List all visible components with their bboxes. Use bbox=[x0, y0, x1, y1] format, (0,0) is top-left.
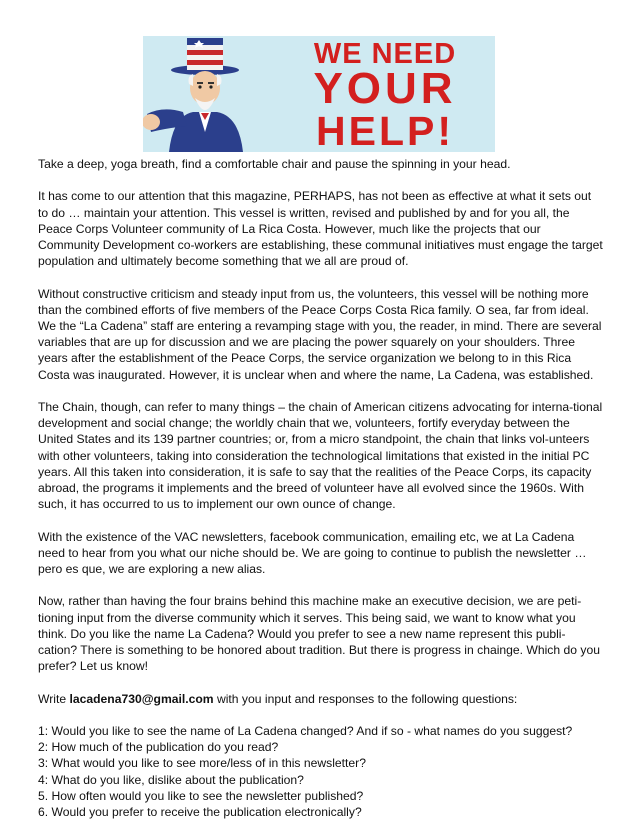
paragraph-criticism: Without constructive criticism and steady input from us, the volunteers, this vessel will be nothing more than the combined efforts of five members of the Peace Corps Costa Rica family. O sea, far from ideal. We the “La Cadena” staff are entering a revamping stage with you, the reader, in mind. There are several variables that are up for discussion and we are placing the power squarely on your shoulders. Three years after the establishment of the Peace Corps, the service organization we belong to in this Rica Costa was inaugurated. However, it is unclear when and where the name, La Cadena, was established. bbox=[38, 286, 602, 382]
we-need-your-help-banner bbox=[143, 36, 495, 152]
write-instruction bbox=[38, 691, 603, 707]
questions-list bbox=[38, 723, 603, 820]
paragraph-attention: It has come to our attention that this magazine, PERHAPS, has not been as effective at what it sets out to do … maintain your attention. This vessel is written, revised and published by and for you all, the Peace Corps Volunteer community of La Rica Costa. However, much like the projects that our Community Development co-workers are establishing, these communal initiatives must engage the target population and ultimately become something that we all are proud of. bbox=[38, 189, 603, 269]
headline-line-2: YOUR bbox=[313, 64, 457, 113]
paragraph-intro: Take a deep, yoga breath, find a comfortable chair and pause the spinning in your head. bbox=[38, 157, 511, 171]
question-item: 5. How often would you like to see the newsletter published? bbox=[38, 788, 364, 803]
paragraph-petition: Now, rather than having the four brains behind this machine make an executive decision, we are peti-tioning input from the diverse community which it serves. This being said, we want to know what you think. Do you like the name La Cadena? Would you prefer to see a new name represent this publi-cation? There is something to be honored about tradition. But there is progress in chainge. Which do you prefer? Let us know! bbox=[38, 594, 600, 674]
question-item: 1: Would you like to see the name of La Cadena changed? And if so - what names do you suggest? bbox=[38, 724, 573, 738]
write-prefix: Write bbox=[38, 691, 70, 706]
uncle-sam-pointing-figure-icon bbox=[143, 36, 283, 152]
question-item: 4: What do you like, dislike about the publication? bbox=[38, 772, 304, 787]
paragraph-chain: The Chain, though, can refer to many things – the chain of American citizens advocating for interna-tional development and social change; the worldly chain that we, volunteers, fortify everyday between the United States and its 139 partner countries; or, from a micro standpoint, the chain that links vol-unteers with other volunteers, taking into consideration the technological limitations that existed in the initial PC years. All this taken into consideration, it is safe to say that the realities of the Peace Corps, its capacity abroad, the programs it implements and the breed of volunteer have all evolved since the 1960s. With such, it has occurred to us to implement our own ounce of change. bbox=[38, 400, 603, 512]
article-body bbox=[38, 156, 603, 820]
question-item: 6. Would you prefer to receive the publication electronically? bbox=[38, 805, 362, 820]
headline-line-3: HELP! bbox=[316, 108, 454, 152]
headline-line-1: WE NEED bbox=[313, 38, 457, 70]
contact-email-link[interactable]: lacadena730@gmail.com bbox=[69, 691, 214, 706]
question-item: 2: How much of the publication do you read? bbox=[38, 740, 279, 755]
write-suffix: with you input and responses to the following questions: bbox=[213, 691, 518, 706]
paragraph-niche: With the existence of the VAC newsletters, facebook communication, emailing etc, we at La Cadena need to hear from you what our niche should be. We are going to continue to publish the newsletter … pero es que, we are exploring a new alias. bbox=[38, 529, 587, 577]
question-item: 3: What would you like to see more/less of in this newsletter? bbox=[38, 756, 366, 771]
